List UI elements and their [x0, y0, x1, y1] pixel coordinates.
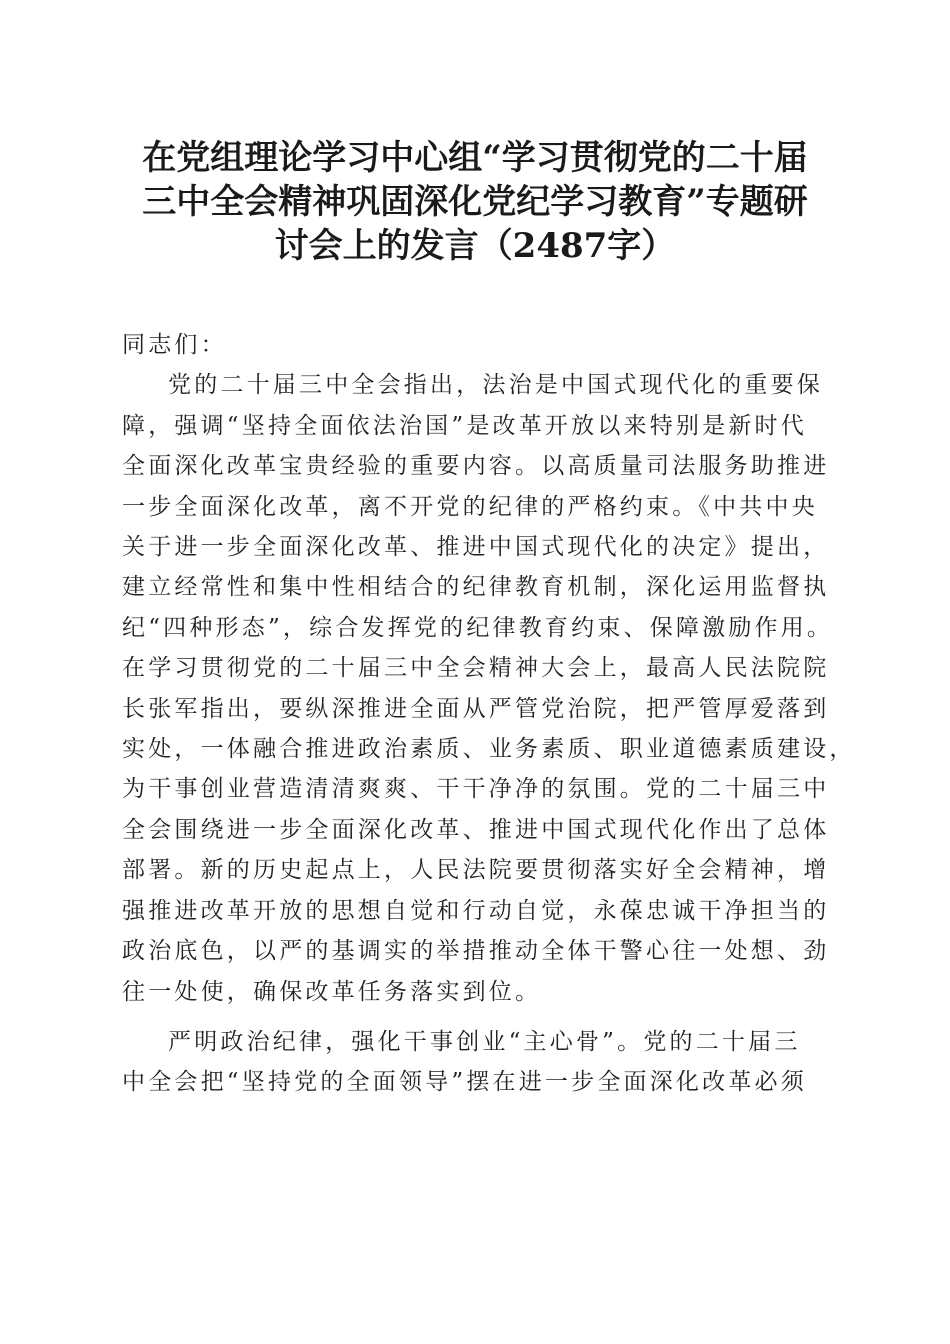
paragraph-line: 一步全面深化改革，离不开党的纪律的严格约束。《中共中央 — [122, 493, 818, 520]
paragraph-line: 部署。新的历史起点上，人民法院要贯彻落实好全会精神，增 — [122, 857, 830, 884]
paragraph-line: 长张军指出，要纵深推进全面从严管党治院，把严管厚爱落到 — [122, 695, 830, 722]
paragraph-spacer — [122, 1012, 842, 1022]
paragraph-1 — [122, 365, 856, 1012]
paragraph-line: 全会围绕进一步全面深化改革、推进中国式现代化作出了总体 — [122, 816, 830, 843]
title-line-1: 在党组理论学习中心组“学习贯彻党的二十届 — [142, 138, 808, 178]
paragraph-line: 强推进改革开放的思想自觉和行动自觉，永葆忠诚干净担当的 — [122, 897, 830, 924]
paragraph-line: 党的二十届三中全会指出，法治是中国式现代化的重要保 — [168, 372, 823, 399]
paragraph-line: 建立经常性和集中性相结合的纪律教育机制，深化运用监督执 — [122, 574, 830, 601]
title-line-2: 三中全会精神巩固深化党纪学习教育”专题研 — [142, 182, 808, 222]
paragraph-line: 障，强调“坚持全面依法治国”是改革开放以来特别是新时代 — [122, 412, 807, 439]
paragraph-2 — [122, 1022, 842, 1103]
paragraph-line: 在学习贯彻党的二十届三中全会精神大会上，最高人民法院院 — [122, 655, 830, 682]
document-body — [122, 325, 856, 1103]
paragraph-line: 为干事创业营造清清爽爽、干干净净的氛围。党的二十届三中 — [122, 776, 830, 803]
document-title — [100, 136, 850, 268]
paragraph-line: 往一处使，确保改革任务落实到位。 — [122, 978, 542, 1005]
paragraph-line: 实处，一体融合推进政治素质、业务素质、职业道德素质建设， — [122, 736, 856, 763]
paragraph-line: 中全会把“坚持党的全面领导”摆在进一步全面深化改革必须 — [122, 1069, 807, 1096]
paragraph-line: 纪“四种形态”，综合发挥党的纪律教育约束、保障激励作用。 — [122, 614, 834, 641]
paragraph-line: 严明政治纪律，强化干事创业“主心骨”。党的二十届三 — [168, 1028, 801, 1055]
title-line-3: 讨会上的发言（2487字） — [274, 226, 676, 266]
paragraph-line: 关于进一步全面深化改革、推进中国式现代化的决定》提出， — [122, 534, 830, 561]
paragraph-line: 全面深化改革宝贵经验的重要内容。以高质量司法服务助推进 — [122, 453, 830, 480]
salutation: 同志们： — [122, 332, 227, 358]
paragraph-line: 政治底色，以严的基调实的举措推动全体干警心往一处想、劲 — [122, 938, 830, 965]
